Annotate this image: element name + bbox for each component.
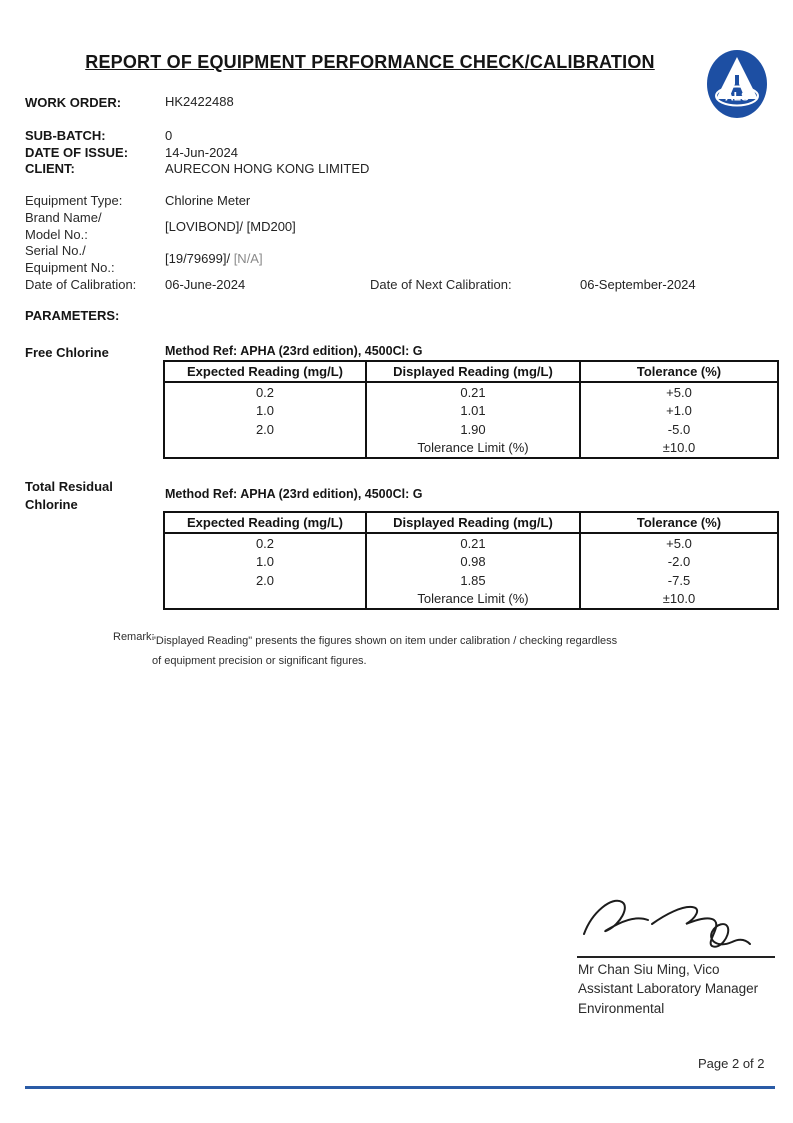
table-header-row — [164, 361, 778, 382]
table-row — [164, 401, 778, 420]
equipment-type-value: Chlorine Meter — [165, 193, 251, 208]
next-cal-value: 06-September-2024 — [580, 277, 696, 292]
cell: 0.21 — [366, 533, 580, 552]
cal-date-value: 06-June-2024 — [165, 277, 246, 292]
serial-number: [19/79699]/ — [165, 251, 231, 266]
col-header-tolerance: Tolerance (%) — [580, 512, 778, 533]
date-of-issue-value: 14-Jun-2024 — [165, 145, 238, 160]
section2-method-ref: Method Ref: APHA (23rd edition), 4500Cl: G — [165, 487, 423, 501]
tolerance-limit-label: Tolerance Limit (%) — [366, 590, 580, 609]
page-number: Page 2 of 2 — [698, 1056, 765, 1071]
table-row — [164, 533, 778, 552]
serial-value — [165, 251, 263, 266]
date-of-issue-label: DATE OF ISSUE: — [25, 145, 129, 160]
cell-blank — [164, 590, 366, 609]
section1-label-line1: Free Chlorine — [25, 345, 109, 360]
remark-text — [152, 631, 652, 671]
cell: 0.2 — [164, 533, 366, 552]
equipment-type-label: Equipment Type: — [25, 193, 123, 208]
sub-batch-value: 0 — [165, 128, 173, 143]
parameters-heading: PARAMETERS: — [25, 308, 120, 323]
cell: +5.0 — [580, 382, 778, 401]
cell: -5.0 — [580, 420, 778, 439]
als-logo-icon — [705, 48, 769, 120]
cell: -2.0 — [580, 552, 778, 571]
cell: 0.21 — [366, 382, 580, 401]
next-cal-label: Date of Next Calibration: — [370, 277, 512, 292]
table-header-row — [164, 512, 778, 533]
cell: 1.85 — [366, 571, 580, 590]
signatory-title: Assistant Laboratory Manager — [578, 981, 759, 996]
section2-label-line1: Total Residual — [25, 479, 113, 494]
remark-line1: "Displayed Reading" presents the figures shown on item under calibration / checking regardless — [152, 635, 618, 647]
cell-blank — [164, 439, 366, 458]
remark-line2: of equipment precision or significant figures. — [152, 655, 367, 667]
table-row — [164, 420, 778, 439]
cell: +5.0 — [580, 533, 778, 552]
brand-label-line2: Model No.: — [25, 227, 88, 242]
tolerance-limit-value: ±10.0 — [580, 590, 778, 609]
client-value: AURECON HONG KONG LIMITED — [165, 161, 370, 176]
free-chlorine-table — [163, 360, 779, 459]
serial-label-line2: Equipment No.: — [25, 260, 115, 275]
table-footer-row — [164, 439, 778, 458]
cell: 2.0 — [164, 420, 366, 439]
serial-na: [N/A] — [233, 251, 263, 266]
cell: 0.2 — [164, 382, 366, 401]
work-order-value: HK2422488 — [165, 94, 234, 109]
cell: 1.01 — [366, 401, 580, 420]
section-label-free-chlorine — [25, 344, 160, 362]
col-header-expected: Expected Reading (mg/L) — [164, 512, 366, 533]
col-header-expected: Expected Reading (mg/L) — [164, 361, 366, 382]
table-row — [164, 382, 778, 401]
signature-image — [578, 886, 758, 954]
brand-value: [LOVIBOND]/ [MD200] — [165, 219, 296, 234]
col-header-displayed: Displayed Reading (mg/L) — [366, 512, 580, 533]
cell: +1.0 — [580, 401, 778, 420]
footer-rule — [25, 1086, 775, 1089]
als-logo — [705, 48, 769, 120]
tolerance-limit-value: ±10.0 — [580, 439, 778, 458]
cell: -7.5 — [580, 571, 778, 590]
section1-method-ref: Method Ref: APHA (23rd edition), 4500Cl: G — [165, 344, 423, 358]
section2-label-line2: Chlorine — [25, 497, 78, 512]
col-header-tolerance: Tolerance (%) — [580, 361, 778, 382]
cell: 0.98 — [366, 552, 580, 571]
cell: 2.0 — [164, 571, 366, 590]
section-label-total-residual-chlorine — [25, 478, 160, 514]
signature-line — [577, 956, 775, 958]
table-row — [164, 552, 778, 571]
tolerance-limit-label: Tolerance Limit (%) — [366, 439, 580, 458]
work-order-label: WORK ORDER: — [25, 95, 122, 110]
remark-label: Remark: — [113, 631, 155, 643]
work-order-row — [25, 94, 121, 112]
serial-label-line1: Serial No./ — [25, 243, 86, 258]
signature-icon — [578, 886, 758, 954]
table-footer-row — [164, 590, 778, 609]
signatory-name: Mr Chan Siu Ming, Vico — [578, 962, 720, 977]
sub-batch-label: SUB-BATCH: — [25, 128, 106, 143]
col-header-displayed: Displayed Reading (mg/L) — [366, 361, 580, 382]
cal-date-label: Date of Calibration: — [25, 277, 137, 292]
table-row — [164, 571, 778, 590]
client-label: CLIENT: — [25, 161, 75, 176]
brand-label-line1: Brand Name/ — [25, 210, 102, 225]
cell: 1.0 — [164, 552, 366, 571]
total-residual-chlorine-table — [163, 511, 779, 610]
signatory-department: Environmental — [578, 1001, 665, 1016]
cell: 1.0 — [164, 401, 366, 420]
cell: 1.90 — [366, 420, 580, 439]
page-title: REPORT OF EQUIPMENT PERFORMANCE CHECK/CALIBRATION — [85, 52, 655, 72]
svg-text:ALS: ALS — [725, 89, 749, 104]
